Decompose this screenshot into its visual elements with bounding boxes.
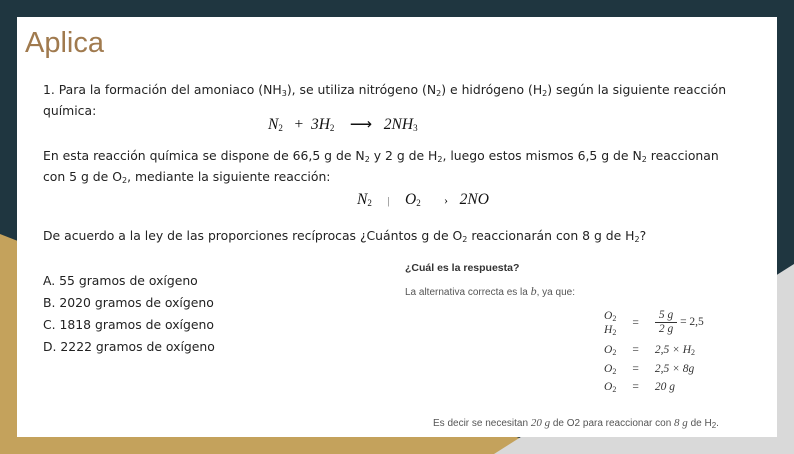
- math-inline: 20 g: [530, 417, 551, 429]
- answer-explanation: [405, 262, 735, 430]
- text-span: ) según la siguiente reacción: [547, 82, 727, 97]
- subscript: 2: [641, 155, 647, 164]
- subscript: 2: [634, 235, 640, 244]
- text-span: química:: [43, 103, 97, 118]
- math-numerator: 5 g: [655, 309, 677, 323]
- math-result: 2,5 × 8g: [654, 362, 695, 375]
- subscript: 2: [612, 327, 617, 337]
- option-c[interactable]: [43, 314, 215, 336]
- math-result: 2,5 × H: [654, 344, 692, 357]
- text-span: reaccionan: [646, 148, 719, 163]
- math-row: [600, 360, 708, 379]
- subscript: 2: [364, 155, 370, 164]
- eq-term: 2NO: [459, 191, 489, 208]
- math-rhs: [651, 304, 708, 341]
- math-var: O: [604, 381, 613, 394]
- math-result: 20 g: [654, 381, 675, 394]
- math-lhs: [600, 304, 620, 341]
- option-text: 1818 gramos de oxígeno: [55, 317, 214, 332]
- slide-card: [17, 17, 777, 437]
- option-text: 2222 gramos de oxígeno: [56, 339, 215, 354]
- subscript: 2: [437, 155, 443, 164]
- option-letter: D.: [43, 339, 57, 354]
- text-span: Es decir se necesitan: [433, 418, 531, 429]
- math-equals: =: [632, 362, 639, 375]
- question-paragraph-2: [43, 145, 719, 187]
- subscript: 2: [612, 385, 617, 395]
- eq-term: O: [405, 191, 417, 208]
- subscript: 3: [413, 123, 418, 133]
- math-equals: =: [632, 316, 639, 329]
- eq-term: 2NH: [383, 116, 414, 133]
- answer-statement: [405, 284, 575, 299]
- option-b[interactable]: [43, 292, 215, 314]
- slide-title: Aplica: [25, 27, 104, 59]
- answer-math: [600, 304, 708, 397]
- subscript: 2: [329, 123, 335, 133]
- subscript: 2: [436, 89, 442, 98]
- math-result: = 2,5: [680, 316, 704, 329]
- math-inline: 8 g: [674, 417, 688, 429]
- math-var: O: [604, 362, 613, 375]
- text-span: con 5 g de O: [43, 169, 122, 184]
- text-span: La alternativa correcta es la: [405, 287, 531, 298]
- text-span: , luego estos mismos 6,5 g de N: [442, 148, 642, 163]
- eq-term: N: [357, 191, 368, 208]
- text-span: reaccionarán con 8 g de H: [467, 228, 635, 243]
- eq-plus: +: [294, 116, 304, 133]
- option-letter: B.: [43, 295, 56, 310]
- equation-nitric-oxide: [357, 191, 489, 209]
- subscript: 2: [122, 176, 128, 185]
- text-span: ?: [639, 228, 647, 243]
- subscript: 2: [416, 198, 421, 208]
- subscript: 2: [367, 198, 372, 208]
- eq-term: N: [268, 116, 279, 133]
- text-span: En esta reacción química se dispone de 66,5 g de N: [43, 148, 365, 163]
- math-equals: =: [632, 381, 639, 394]
- subscript: 2: [612, 366, 617, 376]
- subscript: 2: [278, 123, 283, 133]
- subscript: 2: [462, 235, 468, 244]
- text-span: y 2 g de H: [369, 148, 438, 163]
- option-d[interactable]: [43, 336, 215, 358]
- option-letter: C.: [43, 317, 56, 332]
- eq-term: 3H: [310, 116, 330, 133]
- math-var: O: [604, 344, 613, 357]
- text-span: ) e hidrógeno (H: [441, 82, 543, 97]
- text-span: De acuerdo a la ley de las proporciones recíprocas ¿Cuántos g de O: [43, 228, 463, 243]
- answer-conclusion: [433, 417, 719, 429]
- text-span: , ya que:: [536, 287, 575, 298]
- math-denominator: 2 g: [658, 323, 674, 335]
- option-text: 55 gramos de oxígeno: [55, 273, 198, 288]
- answer-letter: b: [530, 284, 537, 298]
- text-span: , mediante la siguiente reacción:: [127, 169, 331, 184]
- math-var: H: [604, 323, 613, 336]
- math-row: [600, 341, 708, 360]
- text-span: .: [716, 418, 719, 429]
- math-row: [600, 304, 708, 341]
- text-span: 1. Para la formación del amoniaco (NH: [43, 82, 282, 97]
- subscript: 2: [612, 348, 617, 358]
- answer-heading: ¿Cuál es la respuesta?: [405, 262, 520, 274]
- equation-ammonia: [268, 115, 418, 134]
- math-equals: =: [632, 344, 639, 357]
- option-text: 2020 gramos de oxígeno: [55, 295, 214, 310]
- math-var: O: [604, 309, 613, 322]
- answer-options: [43, 270, 215, 358]
- option-a[interactable]: [43, 270, 215, 292]
- subscript: 2: [691, 348, 696, 358]
- subscript: 3: [281, 89, 287, 98]
- option-letter: A.: [43, 273, 56, 288]
- eq-plus: |: [387, 195, 390, 207]
- subscript: 2: [542, 89, 548, 98]
- question-paragraph-3: [43, 225, 646, 246]
- subscript: 2: [711, 421, 717, 430]
- subscript: 2: [612, 313, 617, 323]
- text-span: de O2 para reaccionar con: [550, 418, 675, 429]
- text-span: de H: [687, 418, 712, 429]
- text-span: ), se utiliza nitrógeno (N: [286, 82, 437, 97]
- eq-arrow: ›: [444, 193, 448, 207]
- eq-arrow: ⟶: [349, 116, 373, 133]
- math-row: [600, 378, 708, 397]
